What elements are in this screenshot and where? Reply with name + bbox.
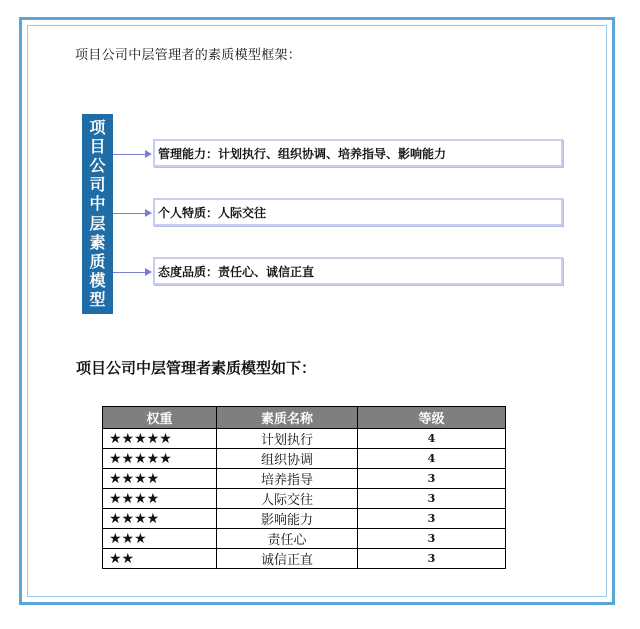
weight-stars: ★★★ — [103, 529, 217, 549]
competency-name: 培养指导 — [217, 469, 358, 489]
header-weight: 权重 — [103, 407, 217, 429]
connector-line — [113, 154, 146, 155]
table-header-row — [103, 407, 506, 429]
weight-stars: ★★★★ — [103, 469, 217, 489]
table-row — [103, 509, 506, 529]
intro-text: 项目公司中层管理者的素质模型框架： — [75, 48, 302, 63]
connector-line — [113, 272, 146, 273]
weight-stars: ★★ — [103, 549, 217, 569]
weight-stars: ★★★★★ — [103, 429, 217, 449]
vertical-char: 层 — [89, 213, 106, 233]
competency-level: 3 — [358, 529, 506, 549]
weight-stars: ★★★★ — [103, 489, 217, 509]
arrow-right-icon — [145, 150, 152, 158]
header-level: 等级 — [358, 407, 506, 429]
branch-box: 管理能力：计划执行、组织协调、培养指导、影响能力 — [153, 139, 563, 167]
vertical-char: 模 — [89, 271, 106, 291]
vertical-char: 型 — [89, 290, 106, 310]
vertical-char: 项 — [89, 117, 106, 137]
competency-name: 人际交往 — [217, 489, 358, 509]
branch-box: 态度品质：责任心、诚信正直 — [153, 257, 563, 285]
vertical-title-box — [82, 114, 113, 314]
competency-table — [102, 406, 506, 569]
competency-name: 影响能力 — [217, 509, 358, 529]
vertical-char: 质 — [89, 251, 106, 271]
competency-level: 4 — [358, 449, 506, 469]
competency-level: 3 — [358, 509, 506, 529]
competency-level: 3 — [358, 549, 506, 569]
branch-box: 个人特质：人际交往 — [153, 198, 563, 226]
vertical-char: 司 — [89, 175, 106, 195]
competency-name: 诚信正直 — [217, 549, 358, 569]
table-heading: 项目公司中层管理者素质模型如下： — [76, 359, 317, 377]
competency-level: 3 — [358, 489, 506, 509]
branch-personal-traits — [113, 198, 565, 228]
branch-management — [113, 139, 565, 169]
table-row — [103, 429, 506, 449]
competency-name: 责任心 — [217, 529, 358, 549]
table-row — [103, 489, 506, 509]
vertical-char: 中 — [89, 194, 106, 214]
weight-stars: ★★★★★ — [103, 449, 217, 469]
arrow-right-icon — [145, 268, 152, 276]
weight-stars: ★★★★ — [103, 509, 217, 529]
table-row — [103, 529, 506, 549]
competency-name: 计划执行 — [217, 429, 358, 449]
table-row — [103, 449, 506, 469]
table-row — [103, 549, 506, 569]
arrow-right-icon — [145, 209, 152, 217]
competency-name: 组织协调 — [217, 449, 358, 469]
vertical-char: 目 — [89, 136, 106, 156]
competency-level: 3 — [358, 469, 506, 489]
branch-attitude — [113, 257, 565, 287]
vertical-char: 素 — [89, 232, 106, 252]
connector-line — [113, 213, 146, 214]
header-competency-name: 素质名称 — [217, 407, 358, 429]
vertical-char: 公 — [89, 155, 106, 175]
table-row — [103, 469, 506, 489]
competency-level: 4 — [358, 429, 506, 449]
